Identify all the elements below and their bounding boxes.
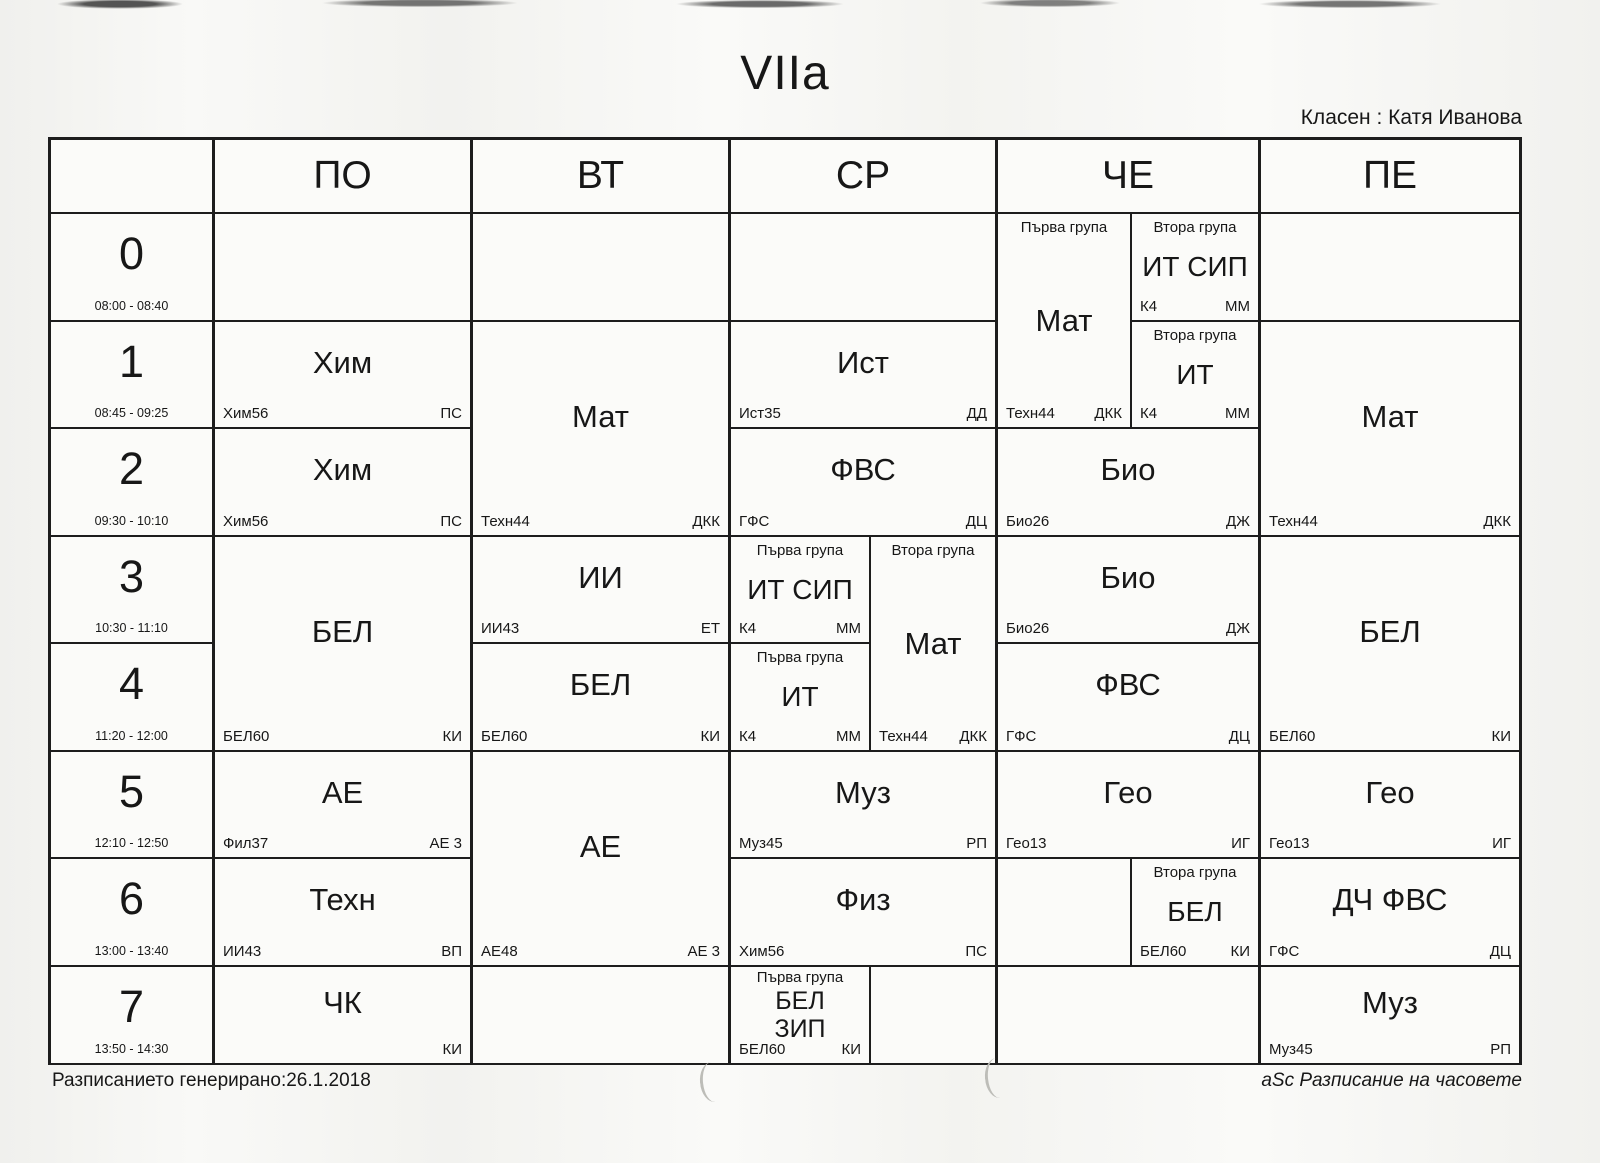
room: К4 [1140,405,1158,422]
cell-thu-p6-split [998,859,1258,965]
period-cell-3 [51,537,212,642]
subject: ФВС [1095,667,1161,702]
cell-wed-p0-empty [731,214,995,320]
subject: Хим [312,452,373,487]
cell-wed-p6 [731,859,995,965]
class-teacher-label: Класен : Катя Иванова [1300,106,1522,129]
cell-mon-p3-4 [215,537,470,750]
cell-mon-p2 [215,429,470,535]
subject: Ист [837,344,889,380]
period-cell-2 [51,429,212,535]
subject: ИТ СИП [747,573,853,605]
room: Техн44 [1006,405,1055,422]
subject: Муз [835,774,891,810]
scan-pen-artifact [698,1061,728,1103]
room: К4 [739,728,757,745]
subject: Муз [1362,985,1418,1020]
teacher: КИ [1230,943,1250,960]
subject-line2: ЗИП [774,1015,826,1043]
day-header-friday: ПЕ [1261,140,1519,212]
period-number: 4 [118,658,145,709]
cell-tue-p5-6 [473,752,728,965]
teacher: ММ [1225,405,1250,422]
period-cell-6 [51,859,212,965]
cell-mon-p5 [215,752,470,857]
cell-thu-p6-group2 [1132,859,1258,965]
cell-mon-p0-empty [215,214,470,320]
cell-thu-p6-group1-empty [998,859,1130,965]
room: Муз45 [1269,1041,1313,1058]
teacher: КИ [442,1041,462,1058]
room: БЕЛ60 [1269,728,1316,745]
room: БЕЛ60 [739,1041,786,1058]
room: К4 [739,620,757,637]
room: ГФС [1269,943,1300,960]
period-time: 11:20 - 12:00 [95,729,168,743]
teacher: АЕ 3 [429,835,462,852]
teacher: ДКК [1094,405,1122,422]
day-header-monday: ПО [215,140,470,212]
cell-thu-p2 [998,429,1258,535]
subject: ИТ [1176,358,1214,390]
subject: БЕЛ [311,613,374,649]
teacher: ДД [966,405,987,422]
subject: ИТ СИП [1142,251,1248,282]
cell-wed-p1 [731,322,995,427]
cell-wed-p3-4-group2 [871,537,995,750]
cell-mon-p7 [215,967,470,1063]
period-time: 08:45 - 09:25 [94,406,169,420]
subject: Гео [1365,774,1415,810]
subject: ИТ [781,681,819,712]
asc-footer-label: aSc Разписание на часовете [1261,1070,1522,1091]
subject: Мат [1035,302,1093,338]
group-label: Първа група [756,542,844,559]
subject: АЕ [321,774,364,810]
corner-cell [51,140,212,212]
subject: АЕ [579,828,622,864]
room: Хим56 [739,943,785,960]
teacher: ДЦ [1489,943,1511,960]
room: АЕ48 [481,943,518,960]
subject: ИИ [578,559,623,595]
period-number: 0 [118,228,145,279]
teacher: ММ [836,728,861,745]
teacher: КИ [442,728,462,745]
period-number: 6 [118,873,145,924]
cell-thu-p0-1-split [998,214,1258,427]
subject: Мат [904,625,962,661]
period-time: 13:50 - 14:30 [94,1042,169,1056]
generated-date-label: Разписанието генерирано:26.1.2018 [52,1070,371,1091]
day-header-thursday: ЧЕ [998,140,1258,212]
group-label: Първа група [756,649,844,666]
teacher: ПС [440,405,462,422]
teacher: ВП [441,943,462,960]
subject: ДЧ ФВС [1332,882,1448,917]
subject-line1: БЕЛ [775,987,825,1015]
room: ГФС [1006,728,1037,745]
teacher: ДКК [1483,513,1511,530]
subject: Техн [309,882,376,917]
period-number: 7 [118,981,145,1032]
period-time: 13:00 - 13:40 [94,944,169,958]
subject: Гео [1103,774,1153,810]
subject: Био [1100,452,1156,487]
page-title: VIIa [740,47,830,100]
cell-mon-p1 [215,322,470,427]
room: Техн44 [879,728,928,745]
teacher: КИ [700,728,720,745]
period-number: 2 [118,443,145,494]
teacher: КИ [841,1041,861,1058]
group-label: Втора група [1153,327,1237,344]
period-cell-7 [51,967,212,1063]
cell-thu-p0-1-group1 [998,214,1130,427]
period-time: 09:30 - 10:10 [94,514,169,528]
cell-wed-p7-group1 [731,967,869,1063]
room: Био26 [1006,513,1050,530]
subject: ЧК [323,985,362,1020]
cell-tue-p0-empty [473,214,728,320]
teacher: РП [1490,1041,1511,1058]
cell-fri-p5 [1261,752,1519,857]
room: Муз45 [739,835,783,852]
teacher: ДЖ [1225,513,1250,530]
room: Фил37 [223,835,269,852]
cell-wed-p7-split [731,967,995,1063]
cell-wed-p3-4-split [731,537,995,750]
room: БЕЛ60 [1140,943,1187,960]
group-label: Втора група [891,542,975,559]
period-number: 1 [118,336,145,387]
teacher: ЕТ [700,620,720,637]
teacher: АЕ 3 [687,943,720,960]
room: Техн44 [481,513,530,530]
cell-tue-p7-empty [473,967,728,1063]
cell-fri-p3-4 [1261,537,1519,750]
cell-wed-p5 [731,752,995,857]
room: ИИ43 [481,620,520,637]
cell-wed-p7-group2-empty [871,967,995,1063]
teacher: ДКК [692,513,720,530]
teacher: ММ [836,620,861,637]
room: Гео13 [1006,835,1047,852]
room: Гео13 [1269,835,1310,852]
teacher: ПС [965,943,987,960]
cell-thu-p5 [998,752,1258,857]
teacher: ДЦ [965,513,987,530]
teacher: ДЦ [1228,728,1250,745]
cell-tue-p4 [473,644,728,750]
room: ИИ43 [223,943,262,960]
cell-wed-p4-group1 [731,644,869,750]
cell-fri-p1-2 [1261,322,1519,535]
period-cell-4 [51,644,212,750]
period-number: 3 [118,551,145,602]
teacher: РП [966,835,987,852]
cell-thu-p3 [998,537,1258,642]
cell-thu-p7-empty [998,967,1258,1063]
period-cell-1 [51,322,212,427]
period-time: 12:10 - 12:50 [94,836,169,850]
room: Био26 [1006,620,1050,637]
cell-fri-p7 [1261,967,1519,1063]
group-label: Първа група [756,969,844,986]
subject: БЕЛ [1359,613,1421,649]
room: Хим56 [223,513,269,530]
cell-tue-p1-2 [473,322,728,535]
room: БЕЛ60 [481,728,528,745]
teacher: ИГ [1231,835,1250,852]
subject: БЕЛ [1167,896,1223,927]
teacher: ММ [1225,298,1250,315]
cell-thu-p4 [998,644,1258,750]
period-cell-5 [51,752,212,857]
group-label: Втора група [1153,219,1237,236]
subject: Физ [835,882,891,917]
cell-tue-p3 [473,537,728,642]
timetable-grid [48,137,1522,1065]
scan-edge-artifact [0,0,1600,14]
room: Ист35 [739,405,781,422]
teacher: ПС [440,513,462,530]
teacher: ИГ [1492,835,1511,852]
cell-fri-p0-empty [1261,214,1519,320]
cell-mon-p6 [215,859,470,965]
cell-wed-p3-group1 [731,537,869,642]
subject: Био [1100,559,1156,595]
subject: Хим [312,344,373,380]
cell-fri-p6 [1261,859,1519,965]
period-cell-0 [51,214,212,320]
room: ГФС [739,513,770,530]
teacher: ДКК [959,728,987,745]
room: Хим56 [223,405,269,422]
group-label: Първа група [1020,219,1108,236]
room: К4 [1140,298,1158,315]
cell-thu-p1-group2 [1132,322,1258,427]
day-header-tuesday: ВТ [473,140,728,212]
room: БЕЛ60 [223,728,270,745]
room: Техн44 [1269,513,1318,530]
day-header-wednesday: СР [731,140,995,212]
group-label: Втора група [1153,864,1237,881]
teacher: КИ [1491,728,1511,745]
subject: Мат [572,398,629,434]
period-time: 10:30 - 11:10 [95,621,168,635]
cell-wed-p2 [731,429,995,535]
period-number: 5 [118,766,145,817]
subject: БЕЛ [569,667,632,702]
subject: Мат [1361,398,1419,434]
teacher: ДЖ [1225,620,1250,637]
subject: ФВС [830,452,896,487]
period-time: 08:00 - 08:40 [94,299,169,313]
cell-thu-p0-group2 [1132,214,1258,320]
